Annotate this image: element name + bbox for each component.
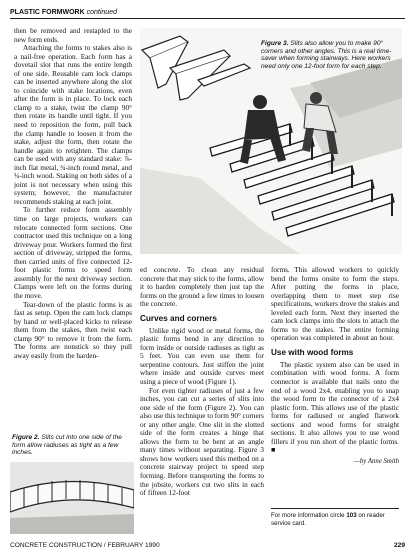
running-header [10,7,405,19]
page-number: 229 [393,542,405,549]
reader-service-note [271,508,399,527]
reader-service-pre: For more information circle [271,512,347,519]
paragraph: Attaching the forms to stakes also is a nail-free operation. Each form has a dovetail slot that runs the entire length of one side. Reusable cam lock clamps can be inserted anywhere along the slot to coincide with stake locations, even after the form is in place. To lock each clamp to a stake, twist the clamp 90° then rotate its handle until tight. If you need to reposition the form, pull back the clamp handle to loosen it from the stake, adjust the form, then rotate the handle again to retighten. The clamps can be used with any standard stake: ⅞-inch flat metal, ¾-inch round metal, and ¾-inch wood. Staking on both sides of a joint is not necessary when using this system; however, the manufacturer recommends staking at each joint. [14,44,132,206]
reader-service-post: on reader service card. [271,512,385,527]
article-column-1 [14,27,132,427]
section-title: PLASTIC FORMWORK [10,9,85,16]
continued-label: continued [86,9,117,16]
slit-form-image [10,462,134,534]
paragraph: forms. This allowed workers to quickly bend the forms onsite to form the steps. After putting the forms in place, overlapping them to meet step rise specifications, workers drove the stakes and leveled each form. Next they inserted the cam lock clamps into the slots to attach the forms to the stakes. The entire forming operation was completed in about an hour. [271,266,399,343]
paragraph: Unlike rigid wood or metal forms, the plastic forms bend in any direction to form inside or outside radiuses as tight as 5 feet. You can even use them for serpentine contours. Just stiffen the joint where inside and outside curves meet using a piece of wood (Figure 1). [140,326,264,387]
figure-3-label: Figure 3. [261,40,289,47]
publication-line: CONCRETE CONSTRUCTION / FEBRUARY 1990 [10,542,160,549]
paragraph: Tear-down of the plastic forms is as fast as setup. Open the cam lock clamps by hand or well-placed kicks to release them from the stakes, then twist each clamp 90° to remove it from the form. The forms are nonstick so they pull away easily from the harden- [14,300,132,360]
figure-2-label: Figure 2. [12,434,40,441]
figure-3-caption [261,40,401,71]
paragraph: For even tighter radiuses of just a few inches, you can cut a series of slits into one side of the form (Figure 2). You can also use this technique to form 90° corners or any other angle. One slit in the slotted side of the form creates a hinge that allows the form to be bent at an angle many times without separating. Figure 3 shows how workers used this method on a concrete stairway project to speed step forming. Before transporting the forms to the jobsite, workers cut two slits in each of fifteen 12-foot [140,386,264,498]
page-footer [10,541,405,551]
paragraph: then be removed and restapled to the new form ends. [14,27,132,44]
figure-2-photo [10,462,134,534]
figure-2-caption [12,434,130,457]
figure-2-text: Slits cut into one side of the form allow radiuses as tight as a few inches. [12,434,122,457]
paragraph: The plastic system also can be used in combination with wood forms. A form connector is available that nails onto the end of a wood 2x4, enabling you to snap the wood form to the connector of a 2x4 plastic form. This allows use of the plastic forms for radiused or angled flatwork sections and wood forms for straight sections. It also allows you to use wood fillers if you run short of the plastic forms. ■ [271,360,399,455]
subheading-curves-and-corners: Curves and corners [140,313,217,323]
figure-3-text: Slits also allow you to make 90° corners and other angles. This is a real time-saver when forming stairways. Here workers need only one 12-foot form for each step. [261,40,392,71]
article-column-3 [271,266,399,506]
article-column-2 [140,266,264,532]
subheading-use-with-wood-forms: Use with wood forms [271,347,354,357]
paragraph: ed concrete. To clean any residual concrete that may stick to the forms, allow it to harden completely then just tap the forms on the ground a few times to loosen the concrete. [140,266,264,309]
paragraph: To further reduce form assembly time on large projects, workers can relocate connected form sections. One contractor used this technique on a long driveway pour. Workers formed the first section of driveway, stripped the forms, then carried units of five connected 12-foot plastic forms to speed form assembly for the next driveway section. Clamps were left on the forms during the move. [14,206,132,300]
author-byline: —by Anne Smith [353,457,399,465]
reader-service-number: 103 [346,512,357,519]
